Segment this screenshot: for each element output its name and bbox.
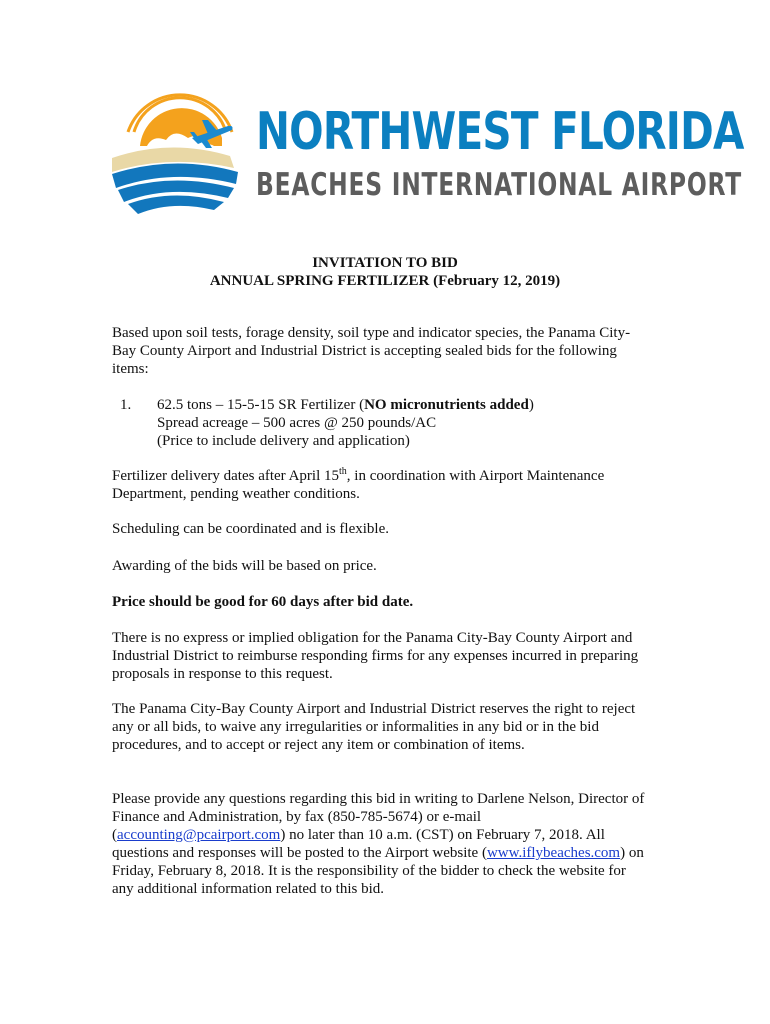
delivery-superscript: th	[339, 466, 347, 477]
item-text: 62.5 tons – 15-5-15 SR Fertilizer (	[157, 397, 365, 413]
questions-paragraph	[112, 790, 647, 898]
obligation-paragraph: There is no express or implied obligation for the Panama City-Bay County Airport and Industrial District to reimburse responding firms for any expenses incurred in preparing proposals in response to this request.	[112, 630, 639, 682]
airport-logo	[110, 88, 744, 223]
list-item-line1	[157, 396, 637, 414]
list-item	[157, 396, 637, 450]
item-text-end: )	[528, 397, 534, 413]
questions-text-end: ) on Friday, February 8, 2018. It is the responsibility of the bidder to check the website for any additional information related to this bid.	[112, 845, 644, 897]
questions-text: Please provide any questions regarding this bid in writing to Darlene Nelson, Director of Finance and Administration, by fax (850-785-5674) or e-mail (	[112, 791, 645, 843]
document-title: INVITATION TO BID	[312, 255, 458, 271]
delivery-text-end: , in coordination with Airport Maintenance Department, pending weather conditions.	[112, 468, 605, 502]
list-item-line2: Spread acreage – 500 acres @ 250 pounds/AC	[157, 415, 437, 431]
questions-text-middle: ) no later than 10 a.m. (CST) on February 7, 2018. All questions and responses will be posted to the Airport website (	[112, 827, 605, 861]
list-item-number: 1.	[120, 397, 132, 413]
intro-paragraph: Based upon soil tests, forage density, soil type and indicator species, the Panama City-Bay County Airport and Industrial District is accepting sealed bids for the following items:	[112, 325, 631, 377]
email-link[interactable]: accounting@pcairport.com	[117, 827, 281, 843]
item-emphasis: NO micronutrients added	[364, 397, 529, 413]
logo-subtitle: BEACHES INTERNATIONAL AIRPORT	[256, 167, 742, 203]
awarding-paragraph: Awarding of the bids will be based on price.	[112, 558, 377, 574]
price-note: Price should be good for 60 days after bid date.	[112, 594, 414, 610]
logo-title: NORTHWEST FLORIDA	[256, 102, 744, 162]
reservation-paragraph: The Panama City-Bay County Airport and Industrial District reserves the right to reject any or all bids, to waive any irregularities or informalities in any bid or in the bid procedures, and to accept or reject any item or combination of items.	[112, 701, 636, 753]
document-subtitle: ANNUAL SPRING FERTILIZER (February 12, 2019)	[209, 273, 561, 289]
delivery-text: Fertilizer delivery dates after April 15	[112, 468, 339, 484]
sun-sea-plane-icon	[110, 88, 250, 220]
delivery-paragraph	[112, 467, 647, 503]
website-link[interactable]: www.iflybeaches.com	[486, 845, 621, 861]
scheduling-paragraph: Scheduling can be coordinated and is flexible.	[112, 521, 389, 537]
list-item-line3: (Price to include delivery and application)	[157, 433, 410, 449]
